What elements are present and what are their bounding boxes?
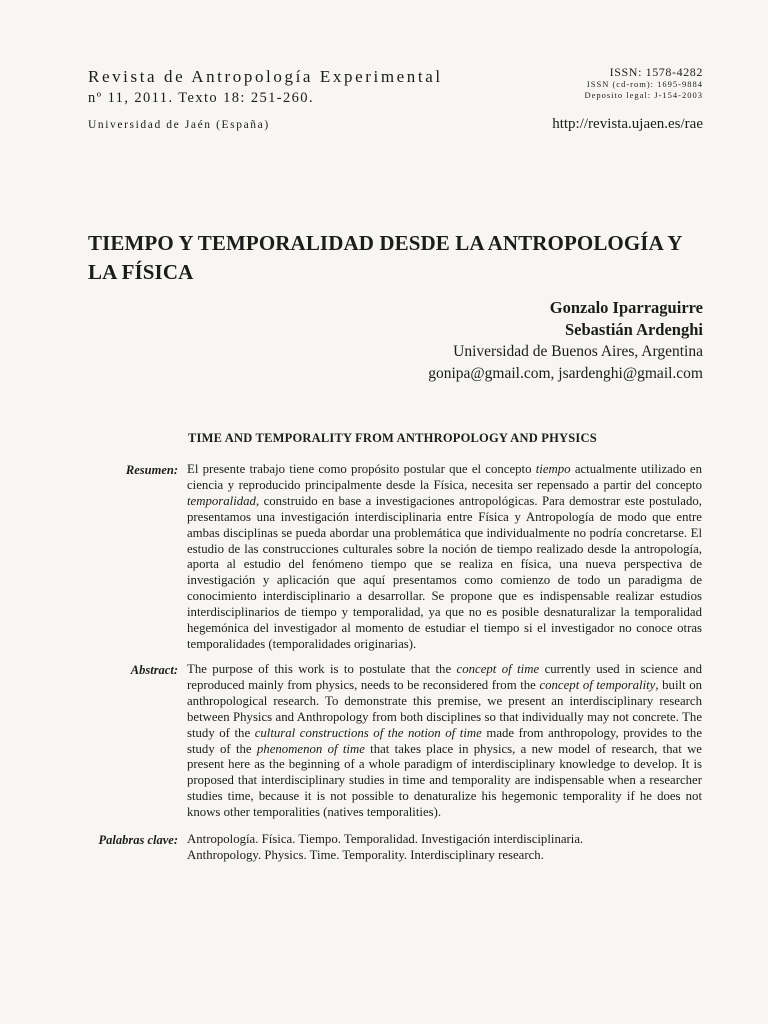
resumen-part: El presente trabajo tiene como propósito postular que el concepto bbox=[187, 462, 536, 476]
resumen-label: Resumen: bbox=[125, 463, 178, 477]
issn: ISSN: 1578-4282 bbox=[609, 65, 703, 79]
keywords-text bbox=[187, 832, 702, 864]
keywords-es: Antropología. Física. Tiempo. Temporalidad. Investigación interdisciplinaria. bbox=[187, 832, 584, 846]
issn-block bbox=[463, 65, 703, 133]
author-2: Sebastián Ardenghi bbox=[565, 320, 703, 339]
author-emails: gonipa@gmail.com, jsardenghi@gmail.com bbox=[428, 365, 703, 382]
resumen-emphasis: tiempo bbox=[535, 462, 571, 476]
issn-cdrom: ISSN (cd-rom): 1695-9884 bbox=[586, 79, 703, 89]
issue-info: nº 11, 2011. Texto 18: 251-260. bbox=[88, 90, 314, 106]
resumen-part: , construido en base a investigaciones antropológicas. Para demostrar este postulado, presentamos una investigación interdisciplinaria entre Física y Antropología de modo que entre ambas disciplinas se pueda abordar una problemática que individualmente no podría concretarse. El estudio de las construcciones culturales sobre la noción de tiempo realizado desde la antropología, aporta al estudio del fenómeno tiempo que se realiza en física, una nueva perspectiva de investigación y aplicación que aquí presentamos como comienzo de todo un paradigma de conocimiento interdisciplinario a desarrollar. Se propone que es indispensable realizar estudios interdisciplinarios de tiempo y temporalidad, ya que no es posible desnaturalizar la temporalidad hegemónica del investigador al momento de estudiar el tiempo si el investigador no conoce otras temporalidades (temporalidades originarias). bbox=[187, 493, 702, 651]
abstract-part: made from anthropology, provides to the study of the bbox=[187, 725, 703, 756]
author-1: Gonzalo Iparraguirre bbox=[549, 298, 703, 317]
abstract-label: Abstract: bbox=[130, 663, 178, 677]
resumen-section bbox=[80, 462, 702, 653]
resumen-emphasis: temporalidad bbox=[187, 493, 256, 508]
abstract-emphasis: concept of temporality bbox=[539, 677, 656, 692]
journal-name: Revista de Antropología Experimental bbox=[88, 67, 443, 86]
article-title: TIEMPO Y TEMPORALIDAD DESDE LA ANTROPOLOGÍA Y LA FÍSICA bbox=[88, 231, 682, 284]
keywords-section bbox=[80, 832, 702, 864]
affiliation: Universidad de Buenos Aires, Argentina bbox=[453, 343, 703, 360]
abstract-part: that takes place in physics, a new model of research, that we present here as the beginning of a whole paradigm of interdisciplinary knowledge to develop. It is proposed that interdisciplinary studies in time and temporality are indispensable when a researcher studies time, because it is not possible to denaturalize his hegemonic temporality if he does not knows other temporalities (natives temporalities). bbox=[187, 741, 702, 820]
abstract-section bbox=[80, 662, 702, 821]
abstract-emphasis: phenomenon of time bbox=[256, 741, 365, 756]
journal-header bbox=[88, 66, 528, 133]
resumen-text bbox=[187, 462, 702, 653]
resumen-part: actualmente utilizado en ciencia y reproducido principalmente desde la Física, necesita ser repensado a partir del concepto bbox=[187, 462, 702, 492]
abstract-part: , built on anthropological research. To demonstrate this premise, we present an interdisciplinary research between Physics and Anthropology from both disciplines so that individually may not concrete. The study of the bbox=[187, 677, 703, 740]
abstract-part: currently used in science and reproduced mainly from physics, needs to be reconsidered from the bbox=[187, 662, 702, 692]
keywords-label: Palabras clave: bbox=[98, 833, 178, 847]
abstract-emphasis: concept of time bbox=[456, 662, 540, 676]
keywords-en: Anthropology. Physics. Time. Temporality. Interdisciplinary research. bbox=[187, 847, 544, 862]
authors-block bbox=[303, 297, 703, 385]
deposito-legal: Deposito legal: J-154-2003 bbox=[584, 90, 703, 100]
publisher-university: Universidad de Jaén (España) bbox=[88, 119, 270, 131]
english-title: TIME AND TEMPORALITY FROM ANTHROPOLOGY AND PHYSICS bbox=[188, 431, 597, 445]
abstract-part: The purpose of this work is to postulate that the bbox=[187, 662, 457, 676]
abstract-text bbox=[187, 662, 702, 821]
abstract-emphasis: cultural constructions of the notion of time bbox=[254, 725, 482, 740]
journal-url: http://revista.ujaen.es/rae bbox=[552, 116, 703, 132]
